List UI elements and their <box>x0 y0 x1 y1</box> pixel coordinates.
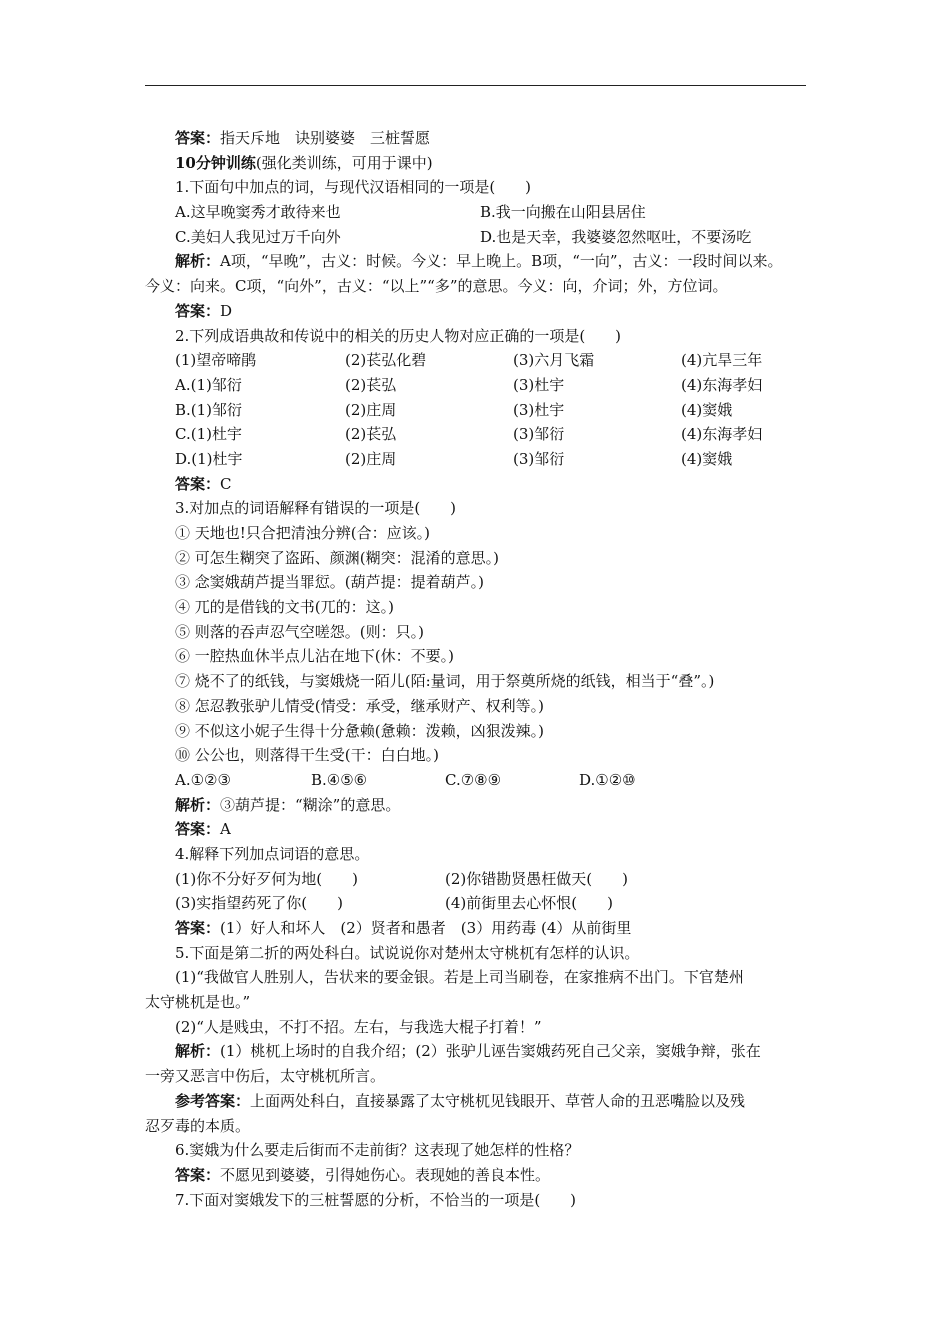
question-2-row: A.(1)邹衍 (2)苌弘 (3)杜宇 (4)东海孝妇 <box>175 375 763 394</box>
header-rule <box>145 85 806 86</box>
question-1-analysis: 解析：A项，“早晚”，古义：时候。今义：早上晚上。B项，“一向”，古义：一段时间以来。 <box>175 252 783 271</box>
question-3-item: ② 可怎生糊突了盗跖、颜渊(糊突：混淆的意思。) <box>175 548 499 567</box>
question-1-options-row: A.这早晚窦秀才敢待来也 B.我一向搬在山阳县居住 <box>175 203 646 222</box>
question-6: 6.窦娥为什么要走后街而不走前街？这表现了她怎样的性格？ <box>175 1141 580 1160</box>
question-3-options: A.①②③ B.④⑤⑥ C.⑦⑧⑨ D.①②⑩ <box>175 770 636 789</box>
question-2-row: (1)望帝啼鹃 (2)苌弘化碧 (3)六月飞霜 (4)亢旱三年 <box>175 351 763 370</box>
question-5-analysis: 解析：(1）桃杌上场时的自我介绍；(2）张驴儿诬告窦娥药死自己父亲，窦娥争辩，张在 <box>175 1042 761 1061</box>
question-5-quote-2: (2)“人是贱虫，不打不招。左右，与我选大棍子打着！” <box>175 1017 542 1036</box>
question-3-item: ③ 念窦娥葫芦提当罪愆。(葫芦提：提着葫芦。) <box>175 573 484 592</box>
question-3-item: ⑤ 则落的吞声忍气空嗟怨。(则：只。) <box>175 622 424 641</box>
question-3-item: ⑦ 烧不了的纸钱，与窦娥烧一陌儿(陌:量词，用于祭奠所烧的纸钱，相当于“叠”。) <box>175 672 715 691</box>
question-2-row: D.(1)杜宇 (2)庄周 (3)邹衍 (4)窦娥 <box>175 449 733 468</box>
question-3-item: ① 天地也!只合把清浊分辨(合：应该。) <box>175 524 431 542</box>
question-5-analysis-cont: 一旁又恶言中伤后，太守桃杌所言。 <box>145 1067 386 1086</box>
question-4: 4.解释下列加点词语的意思。 <box>175 844 370 863</box>
question-5-quote-1-cont: 太守桃杌是也。” <box>145 993 251 1012</box>
answer-line: 答案：指天斥地 诀别婆婆 三桩誓愿 <box>175 129 431 147</box>
question-5-reference-answer: 参考答案：上面两处科白，直接暴露了太守桃杌见钱眼开、草菅人命的丑恶嘴脸以及残 <box>175 1091 746 1110</box>
question-2: 2.下列成语典故和传说中的相关的历史人物对应正确的一项是( ) <box>175 326 622 345</box>
question-5: 5.下面是第二折的两处科白。试说说你对楚州太守桃杌有怎样的认识。 <box>175 943 640 962</box>
question-2-answer: 答案：C <box>175 474 232 493</box>
question-5-reference-answer-cont: 忍歹毒的本质。 <box>145 1116 251 1135</box>
question-2-row: B.(1)邹衍 (2)庄周 (3)杜宇 (4)窦娥 <box>175 400 733 419</box>
question-3-answer: 答案：A <box>175 820 231 839</box>
section-heading: 10分钟训练(强化类训练，可用于课中) <box>175 153 433 172</box>
question-3-item: ⑨ 不似这小妮子生得十分惫赖(惫赖：泼赖，凶狠泼辣。) <box>175 721 544 740</box>
question-4-answer: 答案：(1）好人和坏人 (2）贤者和愚者 (3）用药毒 (4）从前街里 <box>175 919 632 937</box>
question-4-row: (3)实指望药死了你( ) (4)前街里去心怀恨( ) <box>175 894 613 913</box>
question-2-row: C.(1)杜宇 (2)苌弘 (3)邹衍 (4)东海孝妇 <box>175 425 763 444</box>
question-3-item: ⑥ 一腔热血休半点儿沾在地下(休：不要。) <box>175 647 454 666</box>
question-3: 3.对加点的词语解释有错误的一项是( ) <box>175 499 457 518</box>
question-4-row: (1)你不分好歹何为地( ) (2)你错勘贤愚枉做天( ) <box>175 869 628 888</box>
question-1: 1.下面句中加点的词，与现代汉语相同的一项是( ) <box>175 178 532 197</box>
document-body <box>145 126 810 1212</box>
question-3-item: ⑧ 怎忍教张驴儿情受(情受：承受，继承财产、权利等。) <box>175 696 544 715</box>
question-5-quote-1: (1)“我做官人胜别人，告状来的要金银。若是上司当刷卷，在家推病不出门。下官楚州 <box>175 968 744 987</box>
question-6-answer: 答案：不愿见到婆婆，引得她伤心。表现她的善良本性。 <box>175 1165 551 1184</box>
question-3-item: ④ 兀的是借钱的文书(兀的：这。) <box>175 598 394 617</box>
question-3-item: ⑩ 公公也，则落得干生受(干：白白地。) <box>175 746 439 765</box>
question-1-analysis-cont: 今义：向来。C项，“向外”，古义：“以上”“多”的意思。今义：向，介词；外，方位词。 <box>145 277 728 296</box>
question-1-options-row: C.美妇人我见过万千向外 D.也是天幸，我婆婆忽然呕吐，不要汤吃 <box>175 227 752 246</box>
question-3-analysis: 解析：③葫芦提：“糊涂”的意思。 <box>175 795 401 814</box>
question-7: 7.下面对窦娥发下的三桩誓愿的分析，不恰当的一项是( ) <box>175 1190 577 1209</box>
question-1-answer: 答案：D <box>175 301 233 320</box>
